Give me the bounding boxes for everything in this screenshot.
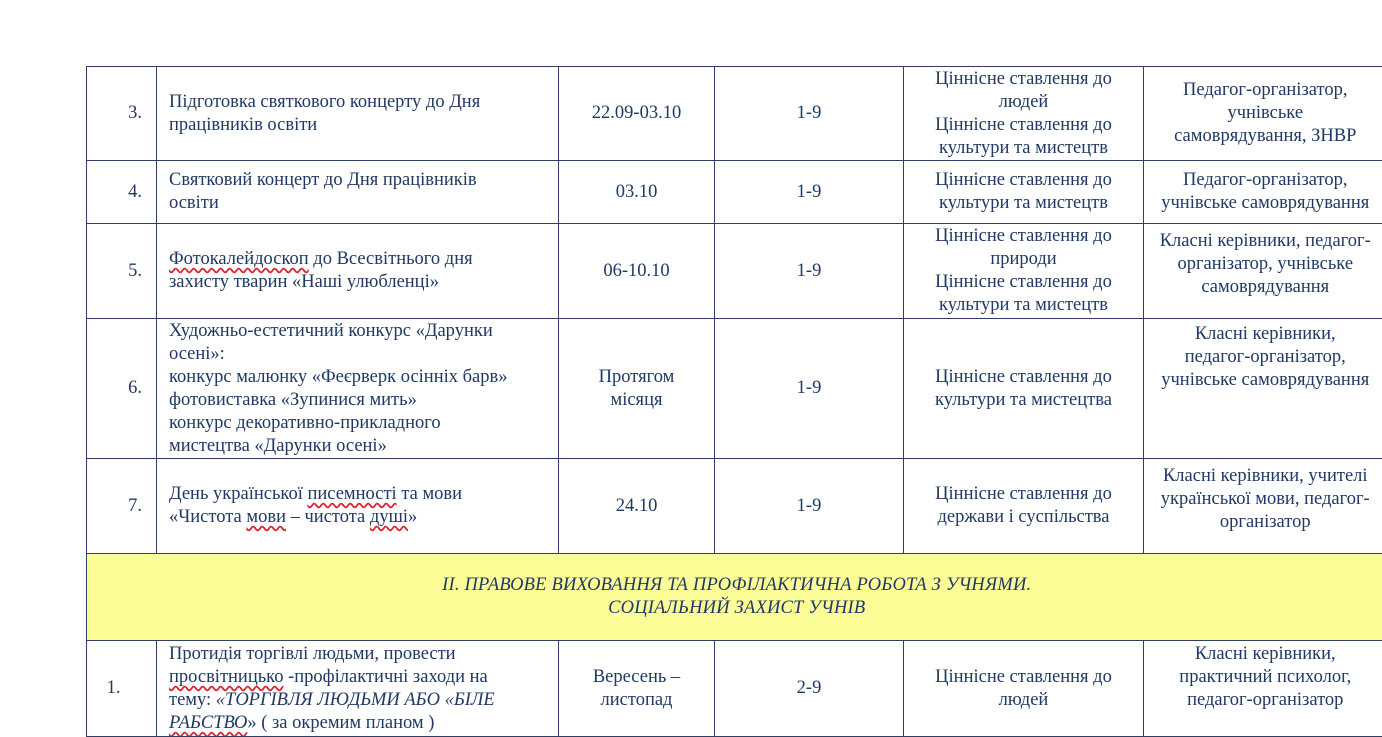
section-title xyxy=(87,554,1382,641)
value-line: Ціннісне ставлення до xyxy=(908,114,1139,137)
value-line: культури та мистецтв xyxy=(908,294,1139,317)
responsible-line: Педагог-організатор, xyxy=(1148,79,1382,102)
responsible-line: педагог-організатор, xyxy=(1148,346,1382,369)
activity-grades: 2-9 xyxy=(715,641,904,737)
date-line: місяця xyxy=(563,389,710,412)
activity-grades: 1-9 xyxy=(715,224,904,319)
responsible-line: Педагог-організатор, xyxy=(1148,169,1382,192)
activity-date xyxy=(559,319,715,459)
table-row xyxy=(87,161,1382,224)
value-line: Ціннісне ставлення до xyxy=(908,483,1139,506)
title-fragment: душі xyxy=(370,507,408,527)
activities-table xyxy=(86,66,1382,737)
table-row xyxy=(87,319,1382,459)
activity-responsible xyxy=(1144,319,1382,459)
title-line: захисту тварин «Наші улюбленці» xyxy=(169,271,554,294)
responsible-line: самоврядування, ЗНВР xyxy=(1148,125,1382,148)
title-fragment: «Чистота xyxy=(169,507,246,527)
activity-value xyxy=(904,319,1144,459)
title-fragment: мови xyxy=(246,507,286,527)
row-number: 1. xyxy=(87,641,157,737)
responsible-line: самоврядування xyxy=(1148,276,1382,299)
title-line: конкурс декоративно-прикладного xyxy=(169,412,554,435)
activity-title xyxy=(157,319,559,459)
activity-value xyxy=(904,67,1144,161)
title-fragment: » ( за окремим планом ) xyxy=(247,713,434,733)
activity-value xyxy=(904,224,1144,319)
value-line: людей xyxy=(908,91,1139,114)
value-line: Ціннісне ставлення до xyxy=(908,68,1139,91)
title-line: працівників освіти xyxy=(169,114,554,137)
activity-date: 06-10.10 xyxy=(559,224,715,319)
title-fragment: Фотокалейдоскоп xyxy=(169,249,309,269)
title-fragment: День української xyxy=(169,484,307,504)
title-line: Протидія торгівлі людьми, провести xyxy=(169,643,554,666)
title-fragment: до Всесвітнього дня xyxy=(309,249,473,269)
title-fragment: «ТОРГІВЛЯ ЛЮДЬМИ АБО «БІЛЕ xyxy=(216,690,495,710)
activity-value xyxy=(904,459,1144,554)
activity-title xyxy=(157,67,559,161)
activity-value xyxy=(904,161,1144,224)
responsible-line: української мови, педагог- xyxy=(1148,488,1382,511)
activity-grades: 1-9 xyxy=(715,161,904,224)
activity-responsible xyxy=(1144,161,1382,224)
responsible-line: практичний психолог, xyxy=(1148,666,1382,689)
responsible-line: організатор xyxy=(1148,511,1382,534)
value-line: культури та мистецтв xyxy=(908,192,1139,215)
activity-grades: 1-9 xyxy=(715,459,904,554)
activity-responsible xyxy=(1144,224,1382,319)
responsible-line: учнівське xyxy=(1148,102,1382,125)
responsible-line: організатор, учнівське xyxy=(1148,253,1382,276)
responsible-line: Класні керівники, учителі xyxy=(1148,465,1382,488)
value-line: Ціннісне ставлення до xyxy=(908,366,1139,389)
table-row xyxy=(87,459,1382,554)
title-line: Підготовка святкового концерту до Дня xyxy=(169,91,554,114)
section-title-line: СОЦІАЛЬНИЙ ЗАХИСТ УЧНІВ xyxy=(91,597,1382,620)
value-line: держави і суспільства xyxy=(908,506,1139,529)
plan-table-wrapper xyxy=(86,66,1382,737)
table-row xyxy=(87,224,1382,319)
responsible-line: учнівське самоврядування xyxy=(1148,192,1382,215)
row-number: 3. xyxy=(87,67,157,161)
value-line: природи xyxy=(908,248,1139,271)
value-line: Ціннісне ставлення до xyxy=(908,666,1139,689)
activity-date xyxy=(559,641,715,737)
responsible-line: Класні керівники, xyxy=(1148,323,1382,346)
title-fragment: писемності xyxy=(307,484,396,504)
title-fragment: РАБСТВО xyxy=(169,713,247,733)
title-line: мистецтва «Дарунки осені» xyxy=(169,435,554,458)
date-line: листопад xyxy=(563,689,710,712)
title-line: Художньо-естетичний конкурс «Дарунки xyxy=(169,320,554,343)
value-line: людей xyxy=(908,689,1139,712)
title-line: осені»: xyxy=(169,343,554,366)
title-fragment: – чистота xyxy=(286,507,370,527)
responsible-line: учнівське самоврядування xyxy=(1148,369,1382,392)
responsible-line: Класні керівники, xyxy=(1148,643,1382,666)
activity-date: 24.10 xyxy=(559,459,715,554)
activity-date: 03.10 xyxy=(559,161,715,224)
table-row xyxy=(87,67,1382,161)
row-number: 5. xyxy=(87,224,157,319)
activity-responsible xyxy=(1144,67,1382,161)
row-number: 4. xyxy=(87,161,157,224)
activity-title xyxy=(157,641,559,737)
activity-grades: 1-9 xyxy=(715,319,904,459)
title-fragment: просвітницько xyxy=(169,667,283,687)
title-line: Святковий концерт до Дня працівників xyxy=(169,169,554,192)
date-line: Протягом xyxy=(563,366,710,389)
section-title-line: ІІ. ПРАВОВЕ ВИХОВАННЯ ТА ПРОФІЛАКТИЧНА РОБОТА З УЧНЯМИ. xyxy=(91,574,1382,597)
value-line: Ціннісне ставлення до xyxy=(908,271,1139,294)
activity-value xyxy=(904,641,1144,737)
table-row xyxy=(87,641,1382,737)
title-line: освіти xyxy=(169,192,554,215)
responsible-line: педагог-організатор xyxy=(1148,689,1382,712)
value-line: Ціннісне ставлення до xyxy=(908,225,1139,248)
value-line: Ціннісне ставлення до xyxy=(908,169,1139,192)
title-line: конкурс малюнку «Феєрверк осінніх барв» xyxy=(169,366,554,389)
value-line: культури та мистецтва xyxy=(908,389,1139,412)
date-line: Вересень – xyxy=(563,666,710,689)
activity-title xyxy=(157,161,559,224)
activity-title xyxy=(157,224,559,319)
responsible-line: Класні керівники, педагог- xyxy=(1148,230,1382,253)
activity-date: 22.09-03.10 xyxy=(559,67,715,161)
title-fragment: та мови xyxy=(397,484,462,504)
title-fragment: » xyxy=(408,507,417,527)
activity-title xyxy=(157,459,559,554)
row-number: 7. xyxy=(87,459,157,554)
activity-responsible xyxy=(1144,459,1382,554)
section-header-row xyxy=(87,554,1382,641)
row-number: 6. xyxy=(87,319,157,459)
activity-grades: 1-9 xyxy=(715,67,904,161)
title-line: фотовиставка «Зупинися мить» xyxy=(169,389,554,412)
title-fragment: тему: xyxy=(169,690,216,710)
title-fragment: -профілактичні заходи на xyxy=(283,667,487,687)
activity-responsible xyxy=(1144,641,1382,737)
value-line: культури та мистецтв xyxy=(908,137,1139,160)
